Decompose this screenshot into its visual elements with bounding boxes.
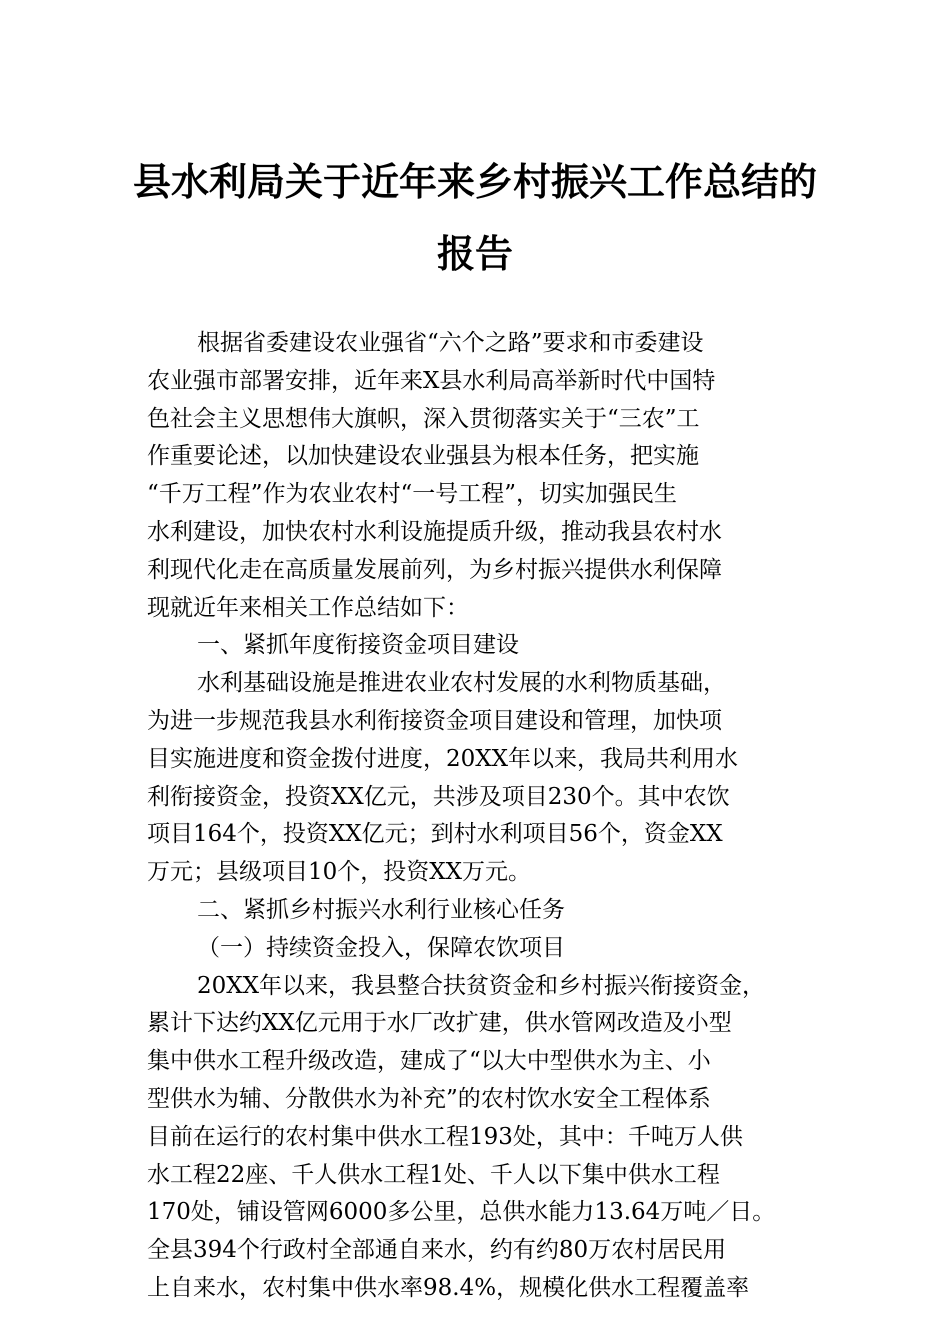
body-line: 农业强市部署安排，近年来X县水利局高举新时代中国特 xyxy=(147,367,716,394)
body-line: 利衔接资金，投资XX亿元，共涉及项目230个。其中农饮 xyxy=(147,783,730,810)
body-line: 上自来水，农村集中供水率98.4%，规模化供水工程覆盖率 xyxy=(147,1274,750,1301)
body-line: 作重要论述，以加快建设农业强县为根本任务，把实施 xyxy=(147,443,699,470)
body-line: 累计下达约XX亿元用于水厂改扩建，供水管网改造及小型 xyxy=(147,1010,732,1037)
body-line: 根据省委建设农业强省“六个之路”要求和市委建设 xyxy=(197,330,704,356)
document-title-line-1: 县水利局关于近年来乡村振兴工作总结的 xyxy=(132,159,817,204)
section-heading-1: 一、紧抓年度衔接资金项目建设 xyxy=(197,632,519,659)
body-line: 集中供水工程升级改造，建成了“以大中型供水为主、小 xyxy=(147,1048,711,1075)
body-line: 全县394个行政村全部通自来水，约有约80万农村居民用 xyxy=(147,1237,727,1264)
body-line: 目实施进度和资金拨付进度，20XX年以来，我局共利用水 xyxy=(147,745,739,772)
body-line: 现就近年来相关工作总结如下： xyxy=(147,594,469,621)
body-line: 色社会主义思想伟大旗帜，深入贯彻落实关于“三农”工 xyxy=(147,405,700,432)
subsection-heading-1: （一）持续资金投入，保障农饮项目 xyxy=(197,934,565,961)
body-line: 为进一步规范我县水利衔接资金项目建设和管理，加快项 xyxy=(147,707,722,734)
body-line: 水工程22座、千人供水工程1处、千人以下集中供水工程 xyxy=(147,1161,720,1188)
body-line: 目前在运行的农村集中供水工程193处，其中：千吨万人供 xyxy=(147,1123,743,1150)
body-line: 项目164个，投资XX亿元；到村水利项目56个，资金XX xyxy=(147,821,723,848)
section-heading-2: 二、紧抓乡村振兴水利行业核心任务 xyxy=(197,896,565,923)
document-body xyxy=(147,325,819,1308)
document-title-line-2: 报告 xyxy=(436,231,513,276)
body-line: 水利基础设施是推进农业农村发展的水利物质基础， xyxy=(197,670,726,697)
body-line: 型供水为辅、分散供水为补充”的农村饮水安全工程体系 xyxy=(147,1085,711,1112)
body-line: 利现代化走在高质量发展前列，为乡村振兴提供水利保障 xyxy=(147,556,722,583)
body-line: “千万工程”作为农业农村“一号工程”，切实加强民生 xyxy=(147,481,678,508)
body-line: 水利建设，加快农村水利设施提质升级，推动我县农村水 xyxy=(147,518,722,545)
body-line: 170处，铺设管网6000多公里，总供水能力13.64万吨／日。 xyxy=(147,1199,776,1226)
body-line: 万元；县级项目10个，投资XX万元。 xyxy=(147,859,532,886)
body-line: 20XX年以来，我县整合扶贫资金和乡村振兴衔接资金， xyxy=(197,972,766,999)
